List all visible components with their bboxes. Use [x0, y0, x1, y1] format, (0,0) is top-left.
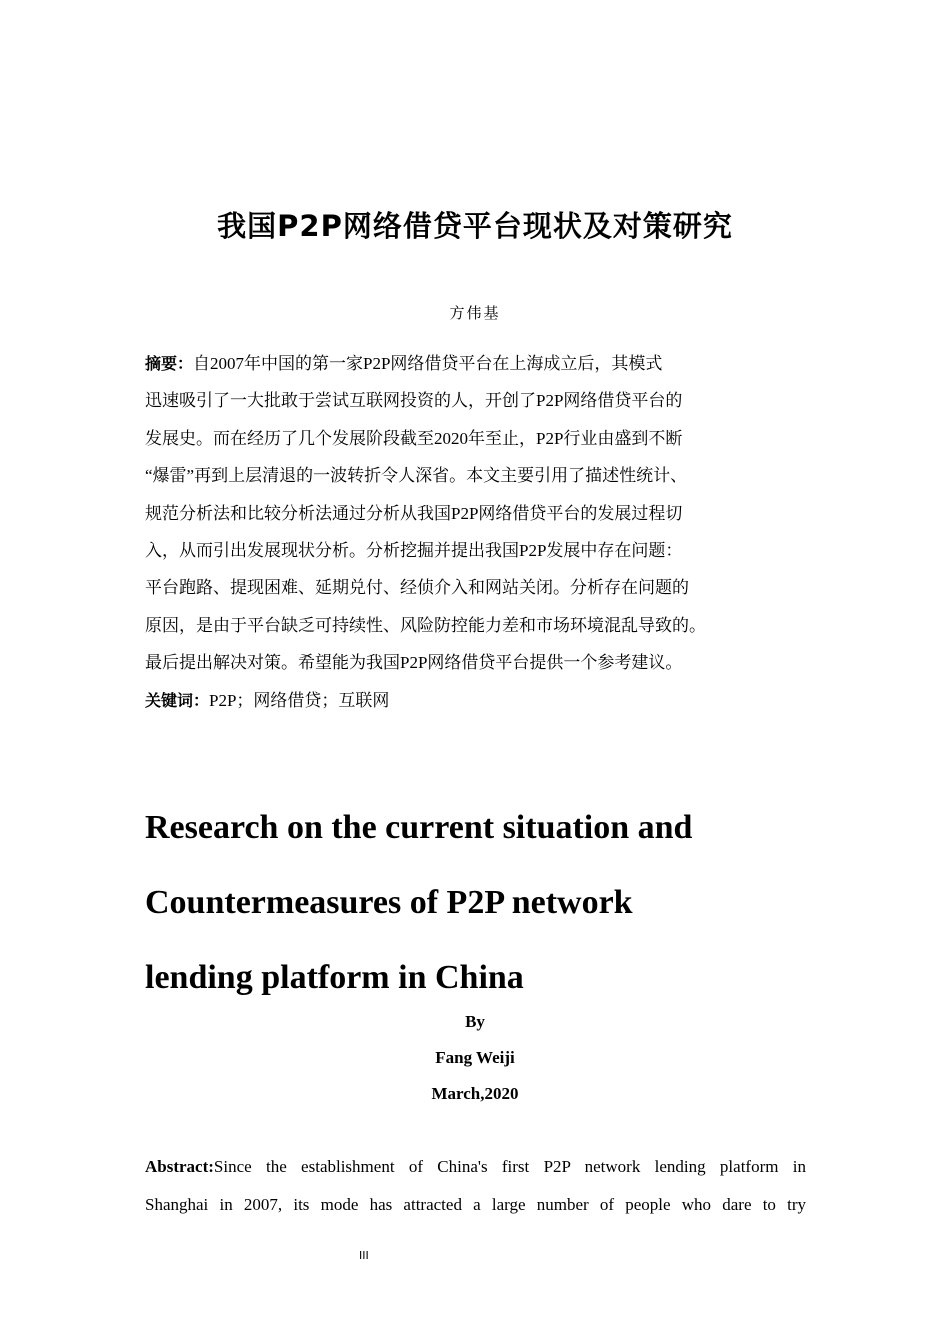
- page-number: III: [359, 1249, 369, 1262]
- english-abstract: [145, 1148, 806, 1223]
- english-title-line: lending platform in China: [145, 959, 524, 996]
- english-abstract-line: [145, 1148, 806, 1186]
- abstract-line: 平台跑路、提现困难、延期兑付、经侦介入和网站关闭。分析存在问题的: [145, 578, 689, 598]
- abstract-line: “爆雷”再到上层清退的一波转折令人深省。本文主要引用了描述性统计、: [145, 466, 688, 486]
- english-date: March,2020: [431, 1084, 519, 1103]
- english-title: [145, 790, 825, 1015]
- abstract-line: 最后提出解决对策。希望能为我国P2P网络借贷平台提供一个参考建议。: [145, 653, 683, 673]
- english-abstract-label: Abstract:: [145, 1157, 214, 1176]
- abstract-line: 迅速吸引了一大批敢于尝试互联网投资的人，开创了P2P网络借贷平台的: [145, 391, 683, 411]
- english-abstract-text: Since the establishment of China's first P2P network lending platform in: [213, 1157, 806, 1176]
- english-abstract-line: Shanghai in 2007, its mode has attracted a large number of people who dare to try: [145, 1194, 806, 1214]
- abstract-line: [145, 345, 785, 382]
- english-author: Fang Weiji: [435, 1048, 515, 1067]
- abstract-line: 规范分析法和比较分析法通过分析从我国P2P网络借贷平台的发展过程切: [145, 503, 683, 523]
- chinese-abstract-label: 摘要：: [145, 354, 194, 373]
- chinese-author: 方伟基: [449, 304, 501, 322]
- chinese-title: 我国P2P网络借贷平台现状及对策研究: [217, 209, 733, 243]
- keywords-text: P2P；网络借贷；互联网: [209, 690, 390, 710]
- keywords-label: 关键词：: [145, 690, 210, 710]
- abstract-line: 原因，是由于平台缺乏可持续性、风险防控能力差和市场环境混乱导致的。: [145, 615, 706, 635]
- abstract-line-text: 自2007年中国的第一家P2P网络借贷平台在上海成立后，其模式: [193, 354, 663, 373]
- keywords-line: [145, 682, 785, 719]
- abstract-line: 入，从而引出发展现状分析。分析挖掘并提出我国P2P发展中存在问题：: [145, 541, 683, 561]
- chinese-abstract: [145, 345, 785, 719]
- english-by: By: [465, 1012, 485, 1031]
- english-title-line: Countermeasures of P2P network: [145, 884, 633, 921]
- abstract-line: 发展史。而在经历了几个发展阶段截至2020年至止，P2P行业由盛到不断: [145, 428, 683, 448]
- english-title-line: Research on the current situation and: [145, 809, 693, 846]
